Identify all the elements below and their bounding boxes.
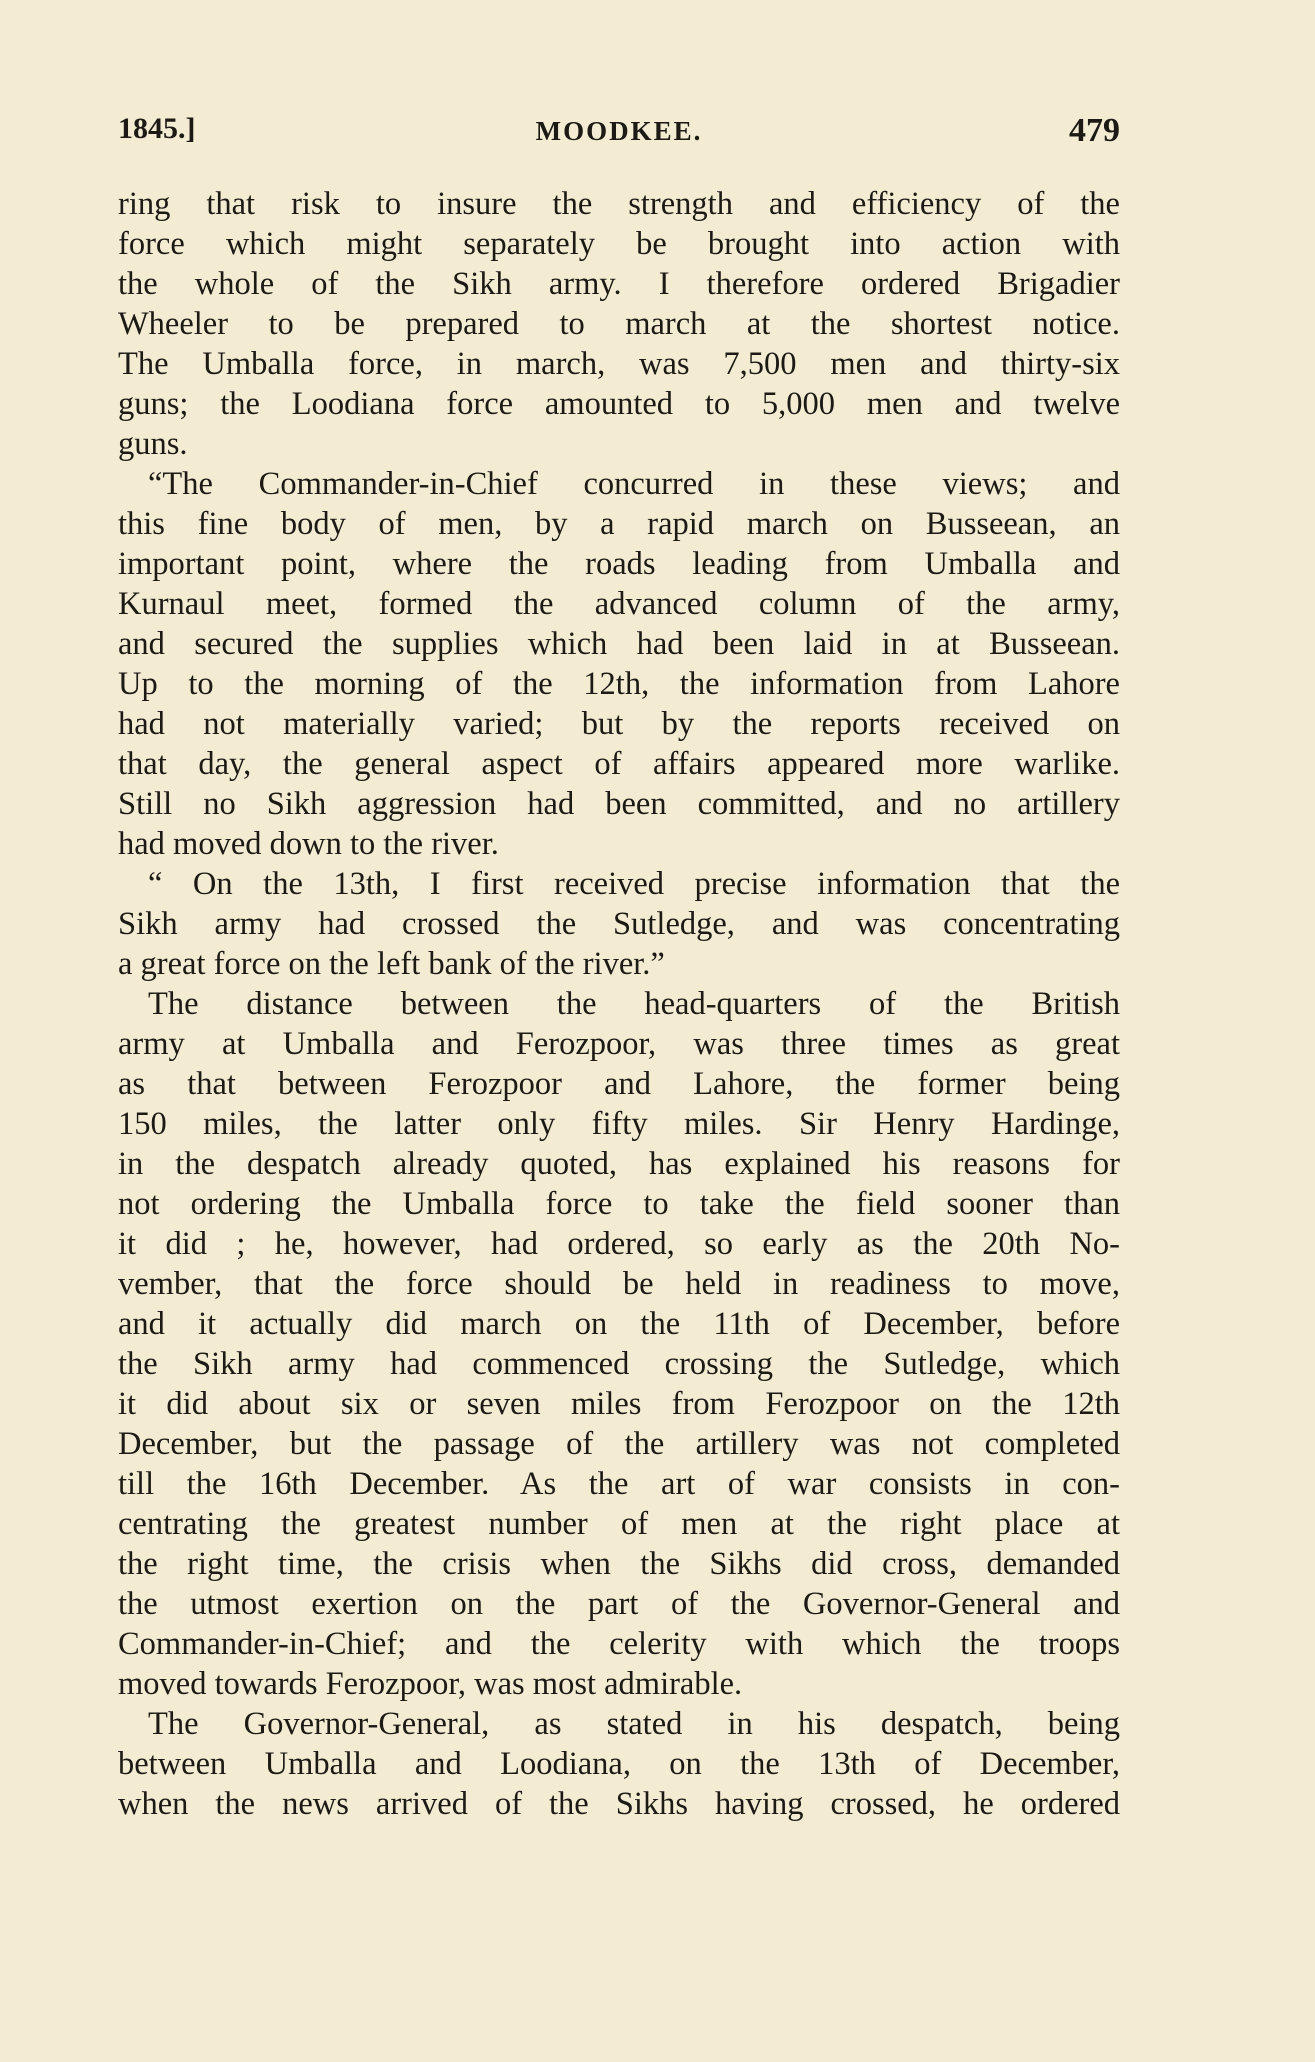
text-line: The distance between the head-quarters of the British xyxy=(148,986,1120,1022)
text-line: centrating the greatest number of men at the right place at xyxy=(118,1506,1120,1542)
text-line: Up to the morning of the 12th, the information from Lahore xyxy=(118,666,1120,702)
text-line: and secured the supplies which had been laid in at Busseean. xyxy=(118,626,1120,662)
text-line: Sikh army had crossed the Sutledge, and was concentrating xyxy=(118,906,1120,942)
text-line: the Sikh army had commenced crossing the Sutledge, which xyxy=(118,1346,1120,1382)
text-line: army at Umballa and Ferozpoor, was three times as great xyxy=(118,1026,1120,1062)
running-header xyxy=(118,112,1120,162)
text-line: in the despatch already quoted, has explained his reasons for xyxy=(118,1146,1120,1182)
text-line: ring that risk to insure the strength and efficiency of the xyxy=(118,186,1120,222)
text-line: The Umballa force, in march, was 7,500 men and thirty-six xyxy=(118,346,1120,382)
text-line: moved towards Ferozpoor, was most admirable. xyxy=(118,1666,743,1702)
text-line: it did ; he, however, had ordered, so early as the 20th No- xyxy=(118,1226,1120,1262)
text-line: this fine body of men, by a rapid march on Busseean, an xyxy=(118,506,1120,542)
text-line: 150 miles, the latter only fifty miles. Sir Henry Hardinge, xyxy=(118,1106,1120,1142)
text-line: till the 16th December. As the art of war consists in con- xyxy=(118,1466,1120,1502)
text-line: not ordering the Umballa force to take the field sooner than xyxy=(118,1186,1120,1222)
text-line: Kurnaul meet, formed the advanced column of the army, xyxy=(118,586,1120,622)
text-line: when the news arrived of the Sikhs having crossed, he ordered xyxy=(118,1786,1120,1822)
text-line: a great force on the left bank of the river.” xyxy=(118,946,665,982)
text-line: between Umballa and Loodiana, on the 13th of December, xyxy=(118,1746,1120,1782)
body-text xyxy=(118,184,1120,1824)
text-line: “The Commander-in-Chief concurred in these views; and xyxy=(148,466,1120,502)
text-line: it did about six or seven miles from Ferozpoor on the 12th xyxy=(118,1386,1120,1422)
text-line: that day, the general aspect of affairs appeared more warlike. xyxy=(118,746,1120,782)
header-title: MOODKEE. xyxy=(535,116,703,146)
text-line: Wheeler to be prepared to march at the shortest notice. xyxy=(118,306,1120,342)
text-line: the right time, the crisis when the Sikhs did cross, demanded xyxy=(118,1546,1120,1582)
text-line: force which might separately be brought into action with xyxy=(118,226,1120,262)
text-line: guns; the Loodiana force amounted to 5,000 men and twelve xyxy=(118,386,1120,422)
text-line: the utmost exertion on the part of the Governor-General and xyxy=(118,1586,1120,1622)
text-line: Commander-in-Chief; and the celerity with which the troops xyxy=(118,1626,1120,1662)
text-line: the whole of the Sikh army. I therefore ordered Brigadier xyxy=(118,266,1120,302)
text-line: as that between Ferozpoor and Lahore, the former being xyxy=(118,1066,1120,1102)
text-line: The Governor-General, as stated in his despatch, being xyxy=(148,1706,1120,1742)
text-line: had not materially varied; but by the reports received on xyxy=(118,706,1120,742)
text-line: had moved down to the river. xyxy=(118,826,499,862)
text-line: “ On the 13th, I first received precise information that the xyxy=(148,866,1120,902)
text-line: important point, where the roads leading from Umballa and xyxy=(118,546,1120,582)
text-line: guns. xyxy=(118,426,188,462)
text-line: and it actually did march on the 11th of December, before xyxy=(118,1306,1120,1342)
page-number: 479 xyxy=(1069,112,1120,149)
header-year: 1845.] xyxy=(118,112,196,145)
text-line: Still no Sikh aggression had been committed, and no artillery xyxy=(118,786,1120,822)
text-line: December, but the passage of the artillery was not completed xyxy=(118,1426,1120,1462)
text-line: vember, that the force should be held in readiness to move, xyxy=(118,1266,1120,1302)
